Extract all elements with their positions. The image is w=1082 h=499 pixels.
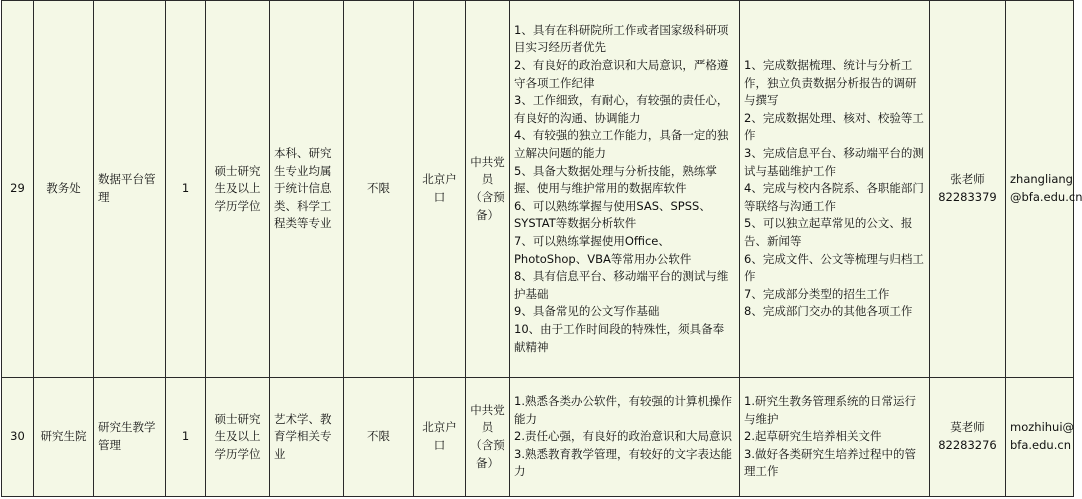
table-row	[2, 1, 1074, 378]
requirement-item: 1、具有在科研院所工作或者国家级科研项目实习经历者优先	[514, 22, 729, 55]
email-cell: mozhihui@ bfa.edu.cn	[1006, 378, 1074, 497]
count-cell: 1	[166, 1, 206, 378]
requirement-item: 4、有较强的独立工作能力，具备一定的独立解决问题的能力	[514, 128, 729, 161]
political-cell: 中共党 员 （含预 备）	[466, 378, 510, 497]
email-cell: zhangliang @bfa.edu.cn	[1006, 1, 1074, 378]
row-index: 29	[2, 1, 34, 378]
duty-item: 8、完成部门交办的其他各项工作	[744, 304, 913, 319]
table-row	[2, 378, 1074, 497]
requirement-item: 3.熟悉教育教学管理，有较好的文字表达能力	[514, 446, 732, 479]
duty-item: 4、完成与校内各院系、各职能部门等联络与沟通工作	[744, 181, 924, 213]
duty-item: 6、完成文件、公文等梳理与归档工作	[744, 251, 924, 284]
requirement-item: 8、具有信息平台、移动端平台的测试与维护基础	[514, 269, 729, 301]
duty-item: 2、完成数据处理、核对、校验等工作	[744, 110, 924, 143]
requirement-item: 2、有良好的政治意识和大局意识，严格遵守各项工作纪律	[514, 58, 729, 90]
duty-item: 7、完成部分类型的招生工作	[744, 286, 890, 301]
hukou-cell: 北京户 口	[414, 378, 466, 497]
row-index: 30	[2, 378, 34, 497]
requirement-item: 10、由于工作时间段的特殊性，须具备奉献精神	[514, 321, 725, 354]
requirement-item: 9、具备常见的公文写作基础	[514, 304, 660, 319]
duty-item: 1.研究生教务管理系统的日常运行与维护	[744, 394, 916, 426]
position-cell: 研究生教学 管理	[94, 378, 166, 497]
position-cell: 数据平台管 理	[94, 1, 166, 378]
requirement-item: 2.责任心强，有良好的政治意识和大局意识	[514, 429, 732, 444]
major-cell: 本科、研究 生专业均属 于统计信息 类、科学工 程类等专业	[270, 1, 344, 378]
requirement-item: 3、工作细致，有耐心，有较强的责任心，有良好的沟通、协调能力	[514, 93, 729, 125]
duty-item: 2.起草研究生培养相关文件	[744, 429, 882, 444]
contact-cell: 张老师 82283379	[930, 1, 1006, 378]
age-cell: 不限	[344, 378, 414, 497]
hukou-cell: 北京户 口	[414, 1, 466, 378]
requirement-item: 5、具备大数据处理与分析技能，熟练掌握、使用与维护常用的数据库软件	[514, 163, 717, 196]
requirement-item: 1.熟悉各类办公软件，有较强的计算机操作能力	[514, 394, 732, 426]
requirements-cell	[510, 378, 740, 497]
education-cell: 硕士研究 生及以上 学历学位	[206, 1, 270, 378]
duties-cell	[740, 1, 930, 378]
age-cell: 不限	[344, 1, 414, 378]
recruitment-table	[1, 0, 1082, 497]
requirement-item: 7、可以熟练掌握使用Office、PhotoShop、VBA等常用办公软件	[514, 233, 692, 266]
duty-item: 5、可以独立起草常见的公文、报告、新闻等	[744, 216, 913, 248]
contact-cell: 莫老师 82283276	[930, 378, 1006, 497]
requirements-cell	[510, 1, 740, 378]
duty-item: 1、完成数据梳理、统计与分析工作，独立负责数据分析报告的调研与撰写	[744, 58, 917, 108]
education-cell: 硕士研究 生及以上 学历学位	[206, 378, 270, 497]
duty-item: 3.做好各类研究生培养过程中的管理工作	[744, 446, 916, 479]
count-cell: 1	[166, 378, 206, 497]
duty-item: 3、完成信息平台、移动端平台的测试与基础维护工作	[744, 146, 924, 178]
major-cell: 艺术学、教 育学相关专 业	[270, 378, 344, 497]
duties-cell	[740, 378, 930, 497]
requirement-item: 6、可以熟练掌握与使用SAS、SPSS、SYSTAT等数据分析软件	[514, 198, 711, 231]
department-cell: 研究生院	[34, 378, 94, 497]
political-cell: 中共党 员 （含预 备）	[466, 1, 510, 378]
department-cell: 教务处	[34, 1, 94, 378]
